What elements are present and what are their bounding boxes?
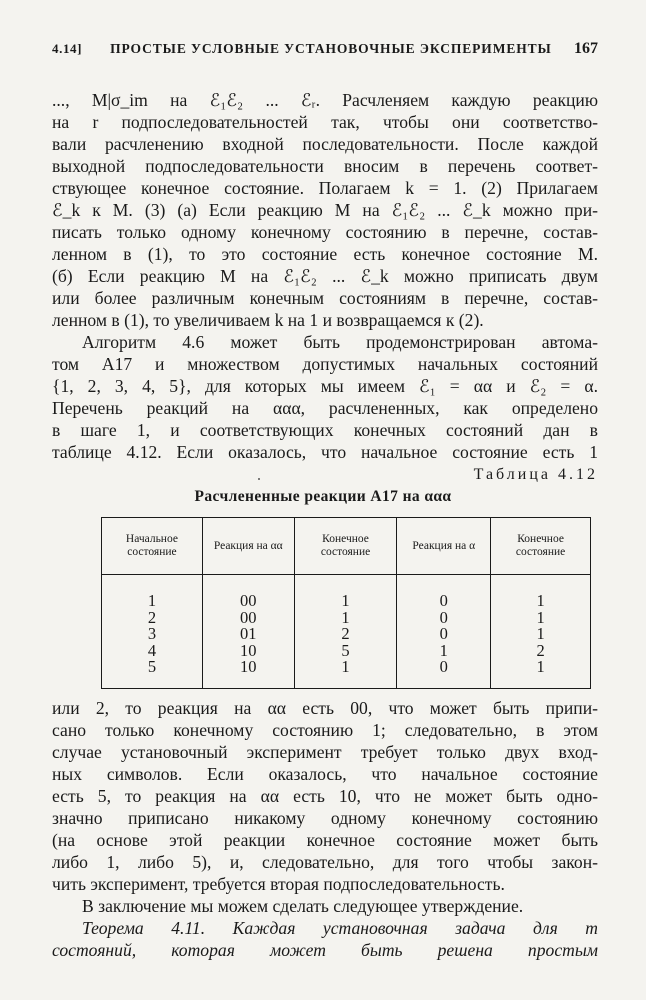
text-line: или более различным конечным состояниям в перечне, состав-	[52, 288, 598, 308]
table-cell: 1	[294, 659, 397, 676]
text-line: ствующее конечное состояние. Полагаем k = 1. (2) Прилагаем	[52, 178, 598, 198]
running-title: ПРОСТЫЕ УСЛОВНЫЕ УСТАНОВОЧНЫЕ ЭКСПЕРИМЕНТЫ	[110, 41, 552, 56]
section-number: 4.14]	[52, 41, 83, 56]
table-cell: 0	[397, 659, 491, 676]
column-header: Конечное состояние	[294, 518, 397, 575]
table-cell: 2	[102, 610, 203, 627]
text-line: либо 1, либо 5), и, следовательно, для того чтобы закон-	[52, 852, 598, 872]
text-line: писать только одному конечному состоянию в перечне, состав-	[52, 222, 598, 242]
table-cell: 00	[202, 593, 294, 610]
text-line: на r подпоследовательностей так, чтобы они соответство-	[52, 112, 598, 132]
table-cell: 1	[491, 626, 591, 643]
reactions-table	[101, 517, 591, 689]
text-line: ..., M|σ_im на ℰ₁ℰ₂ ... ℰᵣ. Расчленяем каждую реакцию	[52, 90, 598, 110]
column-header: Реакция на αα	[202, 518, 294, 575]
text-line: ных символов. Если оказалось, что начальное состояние	[52, 764, 598, 784]
text-line: ленном в (1), то увеличиваем k на 1 и возвращаемся к (2).	[52, 310, 484, 330]
column-header: Начальное состояние	[102, 518, 203, 575]
table-cell: 0	[397, 593, 491, 610]
table-cell: 2	[491, 643, 591, 660]
table-cell: 1	[294, 593, 397, 610]
table-cell: 4	[102, 643, 203, 660]
text-line: (б) Если реакцию M на ℰ₁ℰ₂ ... ℰ_k можно приписать двум	[52, 266, 598, 286]
table-cell: 5	[102, 659, 203, 676]
print-speck	[258, 478, 260, 480]
table-cell: 01	[202, 626, 294, 643]
text-line: ℰ_k к M. (3) (а) Если реакцию M на ℰ₁ℰ₂ ... ℰ_k можно при-	[52, 200, 598, 220]
table-cell: 3	[102, 626, 203, 643]
table-cell: 00	[202, 610, 294, 627]
column-header: Конечное состояние	[491, 518, 591, 575]
text-line: чить эксперимент, требуется вторая подпоследовательность.	[52, 874, 505, 894]
running-header	[52, 40, 598, 58]
text-line: том A17 и множеством допустимых начальных состояний	[52, 354, 598, 374]
table-cell: 1	[102, 593, 203, 610]
text-line: В заключение мы можем сделать следующее утверждение.	[82, 896, 524, 916]
text-line: ленном в (1), то это состояние есть конечное состояние M.	[52, 244, 598, 264]
text-line: (на основе этой реакции конечное состояние может быть	[52, 830, 598, 850]
table-cell: 10	[202, 643, 294, 660]
theorem-line: Теорема 4.11. Каждая установочная задача для m	[82, 918, 598, 938]
table-row	[102, 659, 591, 676]
table-header-row	[102, 518, 591, 575]
page-number: 167	[574, 40, 598, 57]
table-cell: 1	[397, 643, 491, 660]
table-cell: 0	[397, 610, 491, 627]
column-header: Реакция на α	[397, 518, 491, 575]
text-line: или 2, то реакция на αα есть 00, что может быть припи-	[52, 698, 598, 718]
text-line: есть 5, то реакция на αα есть 10, что не может быть одно-	[52, 786, 598, 806]
text-line: в шаге 1, и соответствующих конечных состояний дан в	[52, 420, 598, 440]
table-label: Таблица 4.12	[473, 466, 598, 483]
table-title: Расчлененные реакции A17 на ααα	[194, 488, 452, 505]
text-line: Алгоритм 4.6 может быть продемонстрирован автома-	[82, 332, 598, 352]
table-cell: 2	[294, 626, 397, 643]
text-line: вали расчленению входной последовательности. После каждой	[52, 134, 598, 154]
text-line: выходной подпоследовательности вносим в перечень соответ-	[52, 156, 598, 176]
table-cell: 10	[202, 659, 294, 676]
theorem-line: состояний, которая может быть решена простым	[52, 940, 598, 960]
text-line: {1, 2, 3, 4, 5}, для которых мы имеем ℰ₁ = αα и ℰ₂ = α.	[52, 376, 598, 396]
text-line: сано только конечному состоянию 1; следовательно, в этом	[52, 720, 598, 740]
text-line: случае установочный эксперимент требует только двух вход-	[52, 742, 598, 762]
table-cell: 1	[294, 610, 397, 627]
table-cell: 1	[491, 659, 591, 676]
text-line: таблице 4.12. Если оказалось, что начальное состояние есть 1	[52, 442, 598, 462]
table-cell: 0	[397, 626, 491, 643]
text-line: значно приписано никакому одному конечному состоянию	[52, 808, 598, 828]
table-cell: 1	[491, 593, 591, 610]
text-line: Перечень реакций на ααα, расчлененных, как определено	[52, 398, 598, 418]
table-cell: 5	[294, 643, 397, 660]
table-cell: 1	[491, 610, 591, 627]
